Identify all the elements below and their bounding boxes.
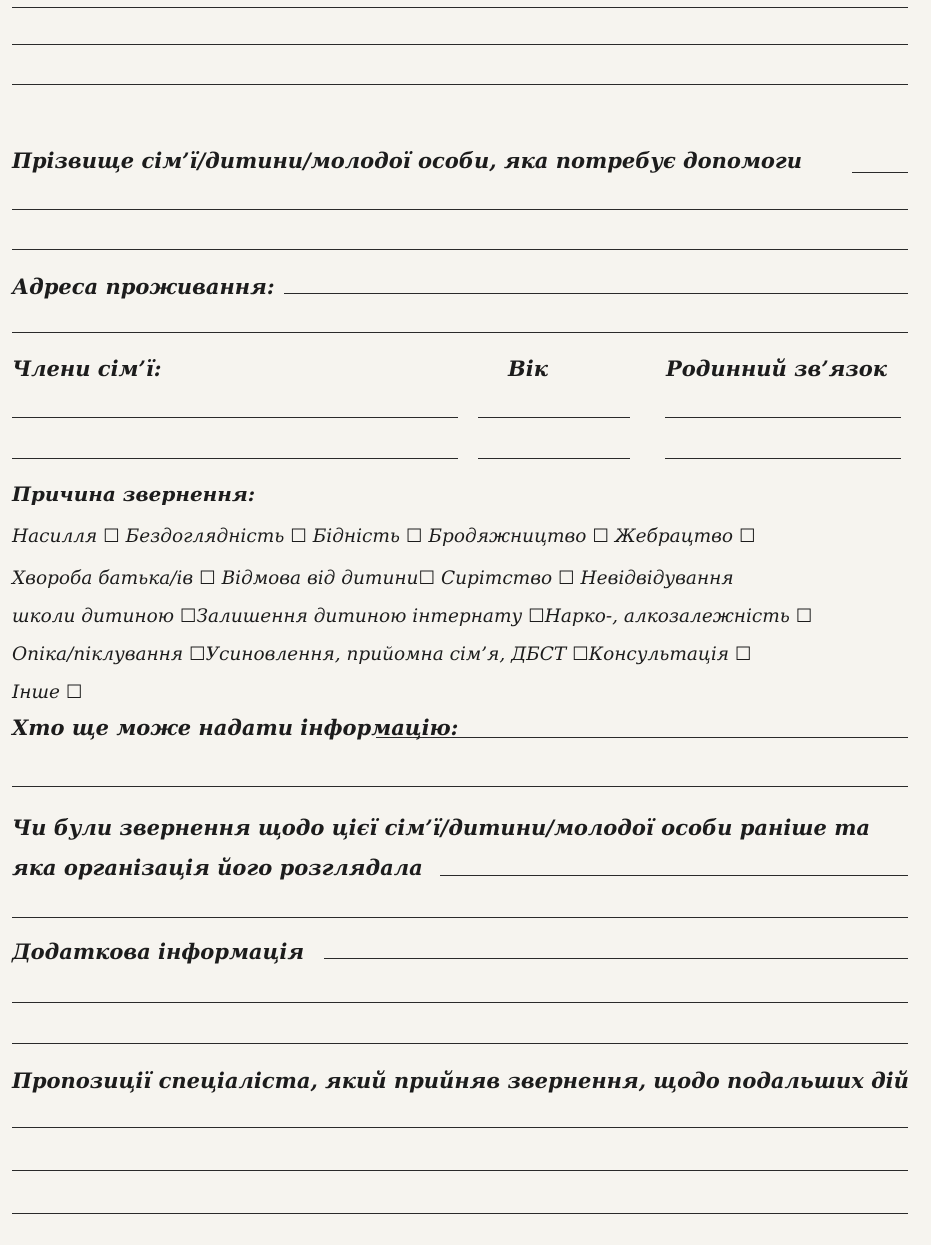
- reason-begging: Жебрацтво: [614, 526, 734, 547]
- age-label: Вік: [508, 356, 548, 381]
- parent-illness-checkbox[interactable]: ☐: [199, 568, 216, 589]
- informant-field[interactable]: [376, 737, 908, 738]
- previous-appeals-label: Чи були звернення щодо цієї сім’ї/дитини/молодої особи раніше та: [12, 815, 871, 840]
- neglect-checkbox[interactable]: ☐: [290, 526, 307, 547]
- violence-checkbox[interactable]: ☐: [103, 526, 120, 547]
- address-label: Адреса проживання:: [12, 274, 275, 299]
- reason-guardianship: Опіка/піклування: [12, 644, 184, 665]
- member-relation-field[interactable]: [665, 458, 901, 459]
- blank-line[interactable]: [12, 7, 908, 8]
- school-absence-checkbox[interactable]: ☐: [179, 606, 197, 627]
- member-name-field[interactable]: [12, 417, 458, 418]
- reason-neglect: Бездоглядність: [125, 526, 285, 547]
- reason-line: [12, 684, 82, 703]
- reason-child-refusal: Відмова від дитини: [221, 568, 419, 589]
- member-age-field[interactable]: [478, 417, 630, 418]
- reason-violence: Насилля: [12, 526, 98, 547]
- reason-other: Інше: [12, 682, 60, 703]
- vagrancy-checkbox[interactable]: ☐: [592, 526, 609, 547]
- blank-line[interactable]: [12, 84, 908, 85]
- other-checkbox[interactable]: ☐: [65, 682, 83, 703]
- family-members-label: Члени сім’ї:: [12, 356, 162, 381]
- reason-vagrancy: Бродяжництво: [428, 526, 587, 547]
- address-field[interactable]: [284, 293, 908, 294]
- addiction-checkbox[interactable]: ☐: [795, 606, 813, 627]
- reason-consultation: Консультація: [588, 644, 729, 665]
- blank-line[interactable]: [12, 44, 908, 45]
- surname-field[interactable]: [852, 172, 908, 173]
- additional-info-field-line[interactable]: [12, 1043, 908, 1044]
- surname-field-line[interactable]: [12, 209, 908, 210]
- reason-line: [12, 528, 756, 547]
- reason-school-absence-cont: школи дитиною: [12, 606, 174, 627]
- reason-parent-illness: Хвороба батька/ів: [12, 568, 194, 589]
- informant-label: Хто ще може надати інформацію:: [12, 715, 459, 740]
- member-name-field[interactable]: [12, 458, 458, 459]
- reason-school-absence: Невідвідування: [580, 568, 734, 589]
- reason-orphanhood: Сирітство: [440, 568, 553, 589]
- proposals-field-line[interactable]: [12, 1127, 908, 1128]
- reason-leaving-boarding: Залишення дитиною інтернату: [196, 606, 523, 627]
- reason-addiction: Нарко-, алкозалежність: [544, 606, 790, 627]
- adoption-checkbox[interactable]: ☐: [572, 644, 589, 665]
- reason-label: Причина звернення:: [12, 482, 256, 506]
- additional-info-label: Додаткова інформація: [12, 939, 305, 964]
- child-refusal-checkbox[interactable]: ☐: [418, 568, 436, 589]
- reason-line: [12, 608, 812, 627]
- reason-poverty: Бідність: [312, 526, 401, 547]
- reason-line: [12, 646, 751, 665]
- guardianship-checkbox[interactable]: ☐: [189, 644, 206, 665]
- reason-line: [12, 570, 734, 589]
- surname-label: Прізвище сім’ї/дитини/молодої особи, яка потребує допомоги: [12, 148, 802, 173]
- member-relation-field[interactable]: [665, 417, 901, 418]
- previous-organization-label: яка організація його розглядала: [12, 855, 423, 880]
- previous-organization-field[interactable]: [440, 875, 908, 876]
- member-age-field[interactable]: [478, 458, 630, 459]
- proposals-field-line[interactable]: [12, 1213, 908, 1214]
- additional-info-field-line[interactable]: [12, 1002, 908, 1003]
- consultation-checkbox[interactable]: ☐: [734, 644, 752, 665]
- previous-organization-field-line[interactable]: [12, 917, 908, 918]
- surname-field-line[interactable]: [12, 249, 908, 250]
- proposals-label: Пропозиції спеціаліста, який прийняв звернення, щодо подальших дій: [12, 1068, 909, 1093]
- relation-label: Родинний зв’язок: [666, 356, 887, 381]
- additional-info-field[interactable]: [324, 958, 908, 959]
- leaving-boarding-checkbox[interactable]: ☐: [528, 606, 545, 627]
- poverty-checkbox[interactable]: ☐: [405, 526, 423, 547]
- reason-adoption: Усиновлення, прийомна сім’я, ДБСТ: [205, 644, 567, 665]
- address-field-line[interactable]: [12, 332, 908, 333]
- begging-checkbox[interactable]: ☐: [738, 526, 756, 547]
- orphanhood-checkbox[interactable]: ☐: [558, 568, 575, 589]
- proposals-field-line[interactable]: [12, 1170, 908, 1171]
- informant-field-line[interactable]: [12, 786, 908, 787]
